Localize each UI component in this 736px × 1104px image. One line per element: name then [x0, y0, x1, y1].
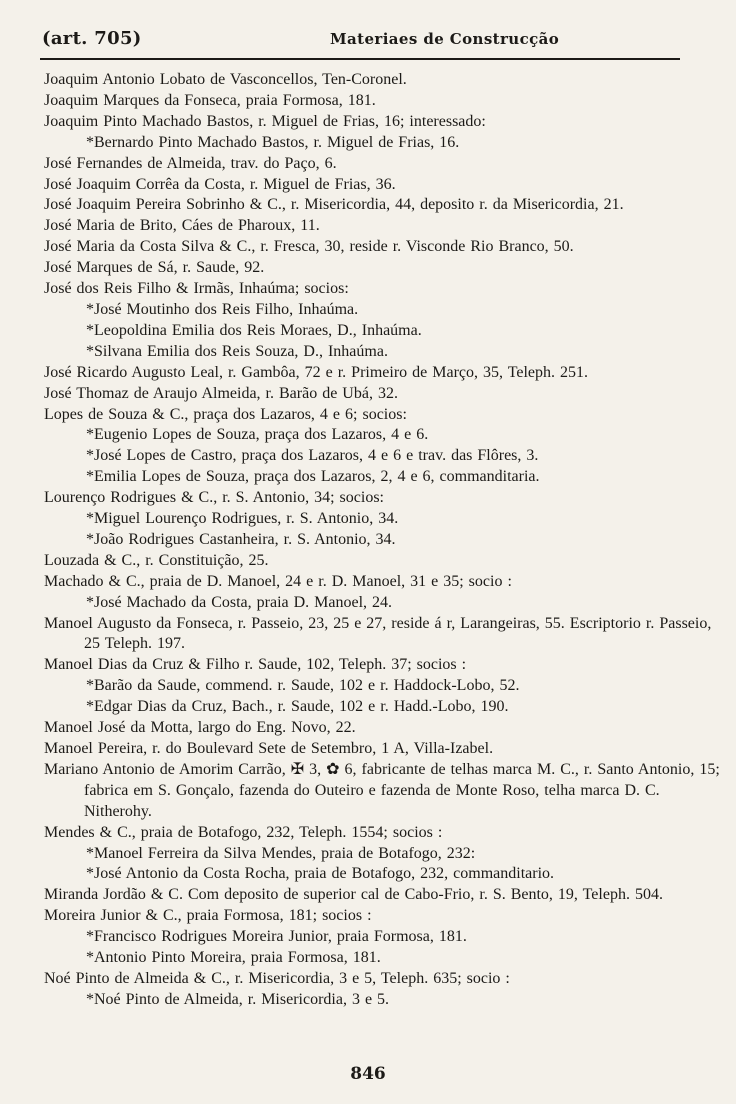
partner-entry: * José Machado da Costa, praia D. Manoel, 24. [86, 593, 686, 614]
entry: Moreira Junior & C., praia Formosa, 181; socios : [44, 907, 372, 925]
partner-entry: * Edgar Dias da Cruz, Bach., r. Saude, 102 e r. Hadd.-Lobo, 190. [86, 697, 686, 718]
partner-entry: * José Moutinho dos Reis Filho, Inhaúma. [86, 300, 686, 321]
entry: Joaquim Antonio Lobato de Vasconcellos, Ten-Coronel. [44, 71, 407, 88]
entry: Lourenço Rodrigues & C., r. S. Antonio, 34; socios: [44, 489, 384, 507]
entry: Noé Pinto de Almeida & C., r. Misericordia, 3 e 5, Teleph. 635; socio : [44, 969, 510, 987]
entry: Manoel Pereira, r. do Boulevard Sete de Setembro, 1 A, Villa-Izabel. [44, 740, 494, 757]
partner-entry: * Emilia Lopes de Souza, praça dos Lazaros, 2, 4 e 6, commanditaria. [86, 467, 686, 488]
partner-entry: * José Lopes de Castro, praça dos Lazaros, 4 e 6 e trav. das Flôres, 3. [86, 446, 686, 467]
entry: Louzada & C., r. Constituição, 25. [44, 551, 269, 569]
entry: José Ricardo Augusto Leal, r. Gambôa, 72 e r. Primeiro de Março, 35, Teleph. 251. [44, 363, 589, 381]
partner-entry: * Eugenio Lopes de Souza, praça dos Lazaros, 4 e 6. [86, 425, 686, 446]
entry: José Joaquim Pereira Sobrinho & C., r. Misericordia, 44, deposito r. da Misericordia, 21. [44, 196, 624, 214]
entry: Machado & C., praia de D. Manoel, 24 e r. D. Manoel, 31 e 35; socio : [44, 572, 512, 590]
entry: José Fernandes de Almeida, trav. do Paço, 6. [44, 154, 337, 172]
article-number: (art. 705) [42, 28, 142, 49]
entry: José Joaquim Corrêa da Costa, r. Miguel de Frias, 36. [44, 175, 396, 193]
entry: José Maria da Costa Silva & C., r. Fresca, 30, reside r. Visconde Rio Branco, 50. [44, 238, 574, 256]
partner-entry: * Miguel Lourenço Rodrigues, r. S. Antonio, 34. [86, 509, 686, 530]
entry: José Maria de Brito, Cáes de Pharoux, 11. [44, 217, 320, 235]
partner-entry: * Noé Pinto de Almeida, r. Misericordia, 3 e 5. [86, 990, 686, 1011]
entry: Joaquim Pinto Machado Bastos, r. Miguel de Frias, 16; interessado: [44, 112, 486, 130]
partner-entry: * Antonio Pinto Moreira, praia Formosa, 181. [86, 948, 686, 969]
partner-entry: * Francisco Rodrigues Moreira Junior, praia Formosa, 181. [86, 927, 686, 948]
entry: José Thomaz de Araujo Almeida, r. Barão de Ubá, 32. [44, 384, 398, 402]
partner-entry: * Leopoldina Emilia dos Reis Moraes, D., Inhaúma. [86, 321, 686, 342]
partner-entry: * Bernardo Pinto Machado Bastos, r. Miguel de Frias, 16. [86, 133, 686, 154]
entry: Joaquim Marques da Fonseca, praia Formosa, 181. [44, 91, 376, 109]
entry: Manoel Augusto da Fonseca, r. Passeio, 23, 25 e 27, reside á r, Larangeiras, 55. Escriptorio r. Passeio, 25 Teleph. 197. [44, 614, 712, 653]
page-number: 846 [350, 1064, 386, 1084]
partner-entry: * Silvana Emilia dos Reis Souza, D., Inhaúma. [86, 342, 686, 363]
entry: Manoel Dias da Cruz & Filho r. Saude, 102, Teleph. 37; socios : [44, 656, 467, 674]
entry: Mariano Antonio de Amorim Carrão, ✠ 3, ✿ 6, fabricante de telhas marca M. C., r. Santo Antonio, 15; fabrica em S. Gonçalo, fazenda do Outeiro e fazenda de Monte Roso, telha marca D. C. Nitherohy. [44, 760, 720, 820]
entry: Miranda Jordão & C. Com deposito de superior cal de Cabo-Frio, r. S. Bento, 19, Teleph. 504. [44, 886, 663, 904]
partner-entry: * Barão da Saude, commend. r. Saude, 102 e r. Haddock-Lobo, 52. [86, 676, 686, 697]
directory-list [0, 70, 736, 1011]
entry: Mendes & C., praia de Botafogo, 232, Teleph. 1554; socios : [44, 823, 443, 841]
section-title: Materiaes de Construcção [330, 30, 560, 48]
entry: José dos Reis Filho & Irmãs, Inhaúma; socios: [44, 280, 349, 298]
partner-entry: * José Antonio da Costa Rocha, praia de Botafogo, 232, commanditario. [86, 864, 686, 885]
page-header [40, 26, 680, 60]
entry: Lopes de Souza & C., praça dos Lazaros, 4 e 6; socios: [44, 405, 407, 423]
partner-entry: * Manoel Ferreira da Silva Mendes, praia de Botafogo, 232: [86, 844, 686, 865]
entry: Manoel José da Motta, largo do Eng. Novo, 22. [44, 719, 356, 737]
partner-entry: * João Rodrigues Castanheira, r. S. Antonio, 34. [86, 530, 686, 551]
entry: José Marques de Sá, r. Saude, 92. [44, 259, 265, 277]
